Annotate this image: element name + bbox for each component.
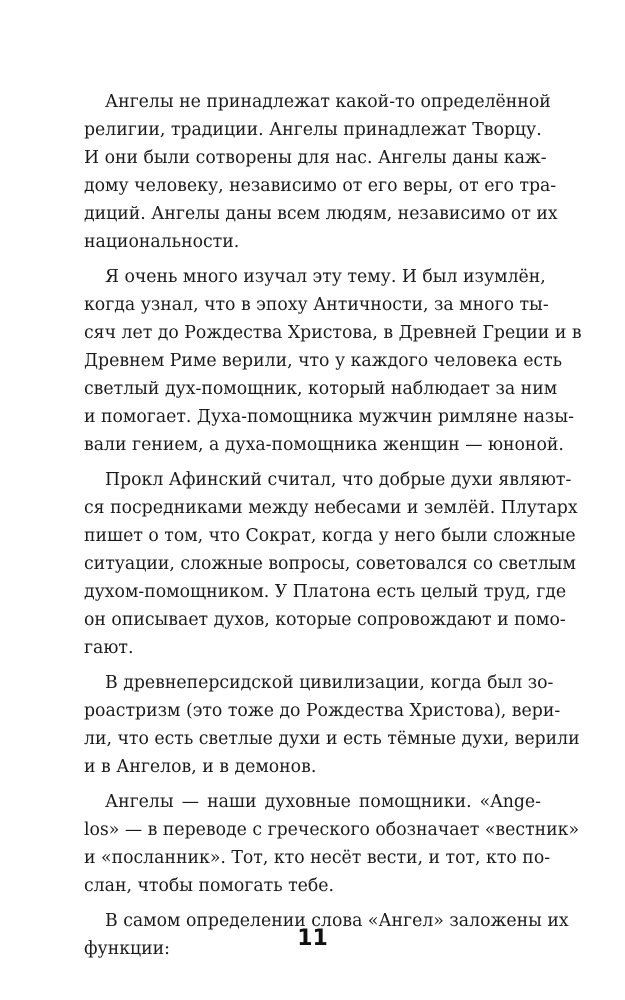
paragraph-2 (84, 263, 582, 459)
paragraph-3 (84, 466, 578, 662)
text-line: дому человеку, независимо от его веры, от его тра- (84, 176, 557, 196)
text-line: ли, что есть светлые духи и есть тёмные духи, верили (84, 729, 580, 749)
text-line: И они были сотворены для нас. Ангелы даны каж- (84, 148, 547, 168)
text-line: и помогает. Духа-помощника мужчин римляне назы- (84, 407, 574, 427)
text-line: светлый дух-помощник, который наблюдает за ним (84, 379, 558, 399)
text-line: религии, традиции. Ангелы принадлежат Творцу. (84, 120, 542, 140)
text-line: ся посредниками между небесами и землёй. Плутарх (84, 498, 578, 518)
body-text (84, 88, 582, 970)
text-line: функции: (84, 939, 170, 959)
text-line: В древнеперсидской цивилизации, когда был зо- (105, 673, 554, 693)
text-line: вали гением, а духа-помощника женщин — юноной. (84, 435, 564, 455)
text-line: он описывает духов, которые сопровождают и помо- (84, 610, 566, 630)
text-line: Прокл Афинский считал, что добрые духи являют- (105, 470, 572, 490)
text-line: слан, чтобы помогать тебе. (84, 876, 335, 896)
text-line: сяч лет до Рождества Христова, в Древней Греции и в (84, 323, 582, 343)
page-number: 11 (297, 926, 328, 951)
text-line: и «посланник». Тот, кто несёт вести, и тот, кто по- (84, 848, 551, 868)
text-line: диций. Ангелы даны всем людям, независимо от их (84, 204, 558, 224)
text-line: los» — в переводе с греческого обозначает «вестник» (84, 820, 580, 840)
text-line: национальности. (84, 232, 240, 252)
text-line: гают. (84, 638, 134, 658)
text-line: духом-помощником. У Платона есть целый труд, где (84, 582, 567, 602)
text-line: Ангелы не принадлежат какой-то определённой (105, 92, 551, 112)
text-line: Ангелы — наши духовные помощники. «Ange- (105, 792, 541, 812)
text-line: когда узнал, что в эпоху Античности, за много ты- (84, 295, 549, 315)
paragraph-5 (84, 788, 580, 900)
text-line: роастризм (это тоже до Рождества Христова), вери- (84, 701, 561, 721)
text-line: Древнем Риме верили, что у каждого человека есть (84, 351, 563, 371)
paragraph-1 (84, 88, 558, 256)
text-line: ситуации, сложные вопросы, советовался со светлым (84, 554, 576, 574)
text-line: Я очень много изучал эту тему. И был изумлён, (105, 267, 546, 287)
text-line: В самом определении слова «Ангел» заложены их (105, 911, 569, 931)
paragraph-4 (84, 669, 580, 781)
text-line: и в Ангелов, и в демонов. (84, 757, 317, 777)
text-line: пишет о том, что Сократ, когда у него были сложные (84, 526, 576, 546)
